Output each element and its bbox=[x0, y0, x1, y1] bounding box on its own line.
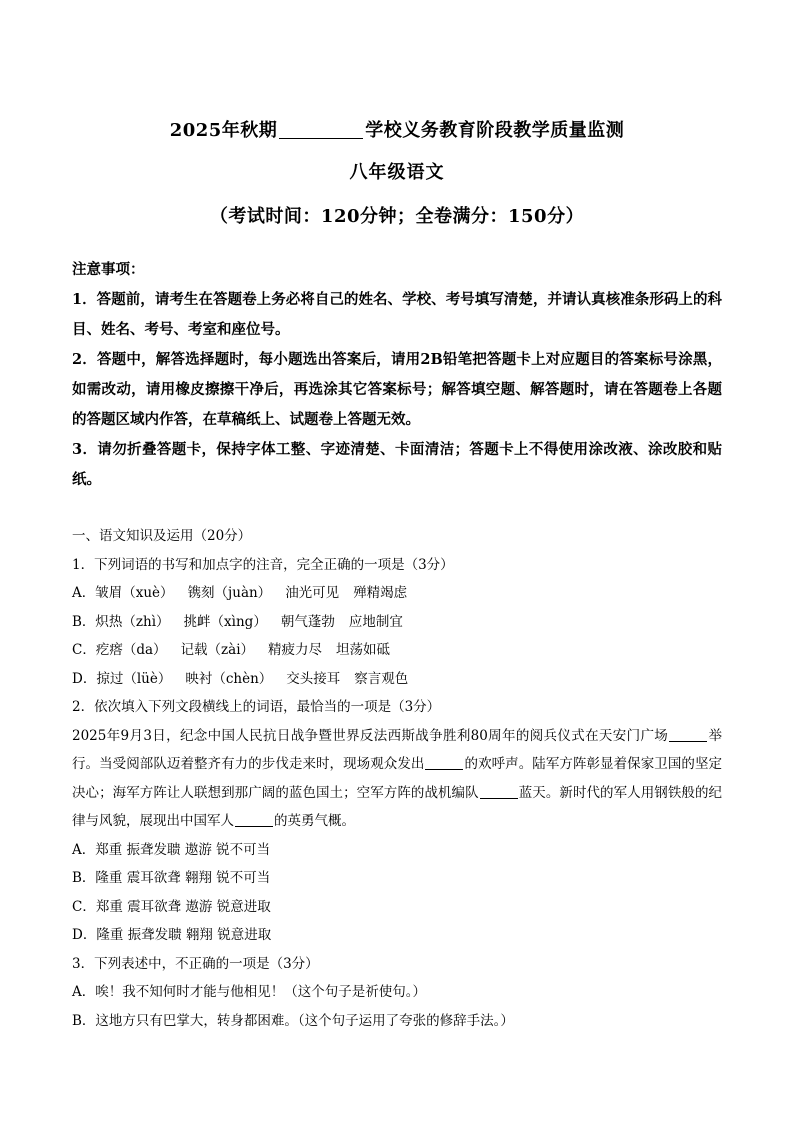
q2-option-c: C．郑重 震耳欲聋 遨游 锐意进取 bbox=[72, 898, 271, 915]
fill-blank-2 bbox=[425, 755, 463, 770]
school-name-blank bbox=[279, 122, 363, 139]
q2-option-b: B．隆重 震耳欲聋 翱翔 锐不可当 bbox=[72, 870, 271, 886]
q3-option-a: A．唉！我不知何时才能与他相见！（这个句子是祈使句。） bbox=[72, 984, 426, 1000]
note-item-1: 1．答题前，请考生在答题卷上务必将自己的姓名、学校、考号填写清楚，并请认真核准条形码上的科目、姓名、考号、考室和座位号。 bbox=[72, 291, 722, 338]
q1-option-d: D．掠过（lüè） 映衬（chèn） 交头接耳 察言观色 bbox=[72, 670, 409, 687]
note-item-3: 3．请勿折叠答题卡，保持字体工整、字迹清楚、卡面清洁；答题卡上不得使用涂改液、涂改胶和贴纸。 bbox=[72, 441, 722, 488]
fill-blank-1 bbox=[669, 727, 707, 742]
q1-option-c: C．疙瘩（da） 记载（zài） 精疲力尽 坦荡如砥 bbox=[72, 642, 391, 658]
fill-blank-4 bbox=[235, 812, 273, 827]
question-3-stem: 3．下列表述中，不正确的一项是（3分） bbox=[72, 955, 319, 972]
notes-heading: 注意事项： bbox=[72, 261, 145, 278]
exam-info: （考试时间：120分钟；全卷满分：150分） bbox=[209, 206, 585, 227]
section-heading: 一、语文知识及运用（20分） bbox=[72, 528, 252, 544]
notes-section bbox=[72, 255, 722, 495]
title-prefix: 2025年秋期 bbox=[169, 120, 278, 141]
note-item-2: 2．答题中，解答选择题时，每小题选出答案后，请用2B铅笔把答题卡上对应题目的答案标号涂黑，如需改动，请用橡皮擦擦干净后，再选涂其它答案标号；解答填空题、解答题时，请在答题卷上各题的答题区域内作答，在草稿纸上、试题卷上答题无效。 bbox=[72, 351, 722, 428]
title-suffix: 学校义务教育阶段教学质量监测 bbox=[365, 120, 625, 141]
q2-option-a: A．郑重 振聋发聩 遨游 锐不可当 bbox=[72, 841, 271, 858]
question-2-passage: 2025年9月3日，纪念中国人民抗日战争暨世界反法西斯战争胜利80周年的阅兵仪式在天安门广场 举行。当受阅部队迈着整齐有力的步伐走来时，现场观众发出 的欢呼声。陆军方阵彰显着保家卫国的坚定决心；海军方阵让人联想到那广阔的蓝色国土；空军方阵的战机编队 蓝天。新时代的军人用钢铁般的纪律与风貌，展现出中国军人 的英勇气概。 bbox=[72, 727, 723, 829]
q1-option-b: B．炽热（zhì） 挑衅（xìng） 朝气蓬勃 应地制宜 bbox=[72, 613, 403, 630]
question-1-stem: 1．下列词语的书写和加点字的注音，完全正确的一项是（3分） bbox=[72, 556, 454, 573]
fill-blank-3 bbox=[480, 784, 518, 799]
q2-option-d: D．隆重 振聋发聩 翱翔 锐意进取 bbox=[72, 927, 272, 943]
q3-option-b: B．这地方只有巴掌大，转身都困难。（这个句子运用了夸张的修辞手法。） bbox=[72, 1012, 514, 1029]
exam-title bbox=[0, 116, 794, 142]
q1-option-a: A．皱眉（xuè） 镌刻（juàn） 油光可见 殚精竭虑 bbox=[72, 585, 408, 601]
section-1 bbox=[72, 522, 722, 1035]
question-2-stem: 2．依次填入下列文段横线上的词语，最恰当的一项是（3分） bbox=[72, 699, 441, 715]
exam-subtitle: 八年级语文 bbox=[349, 162, 445, 183]
